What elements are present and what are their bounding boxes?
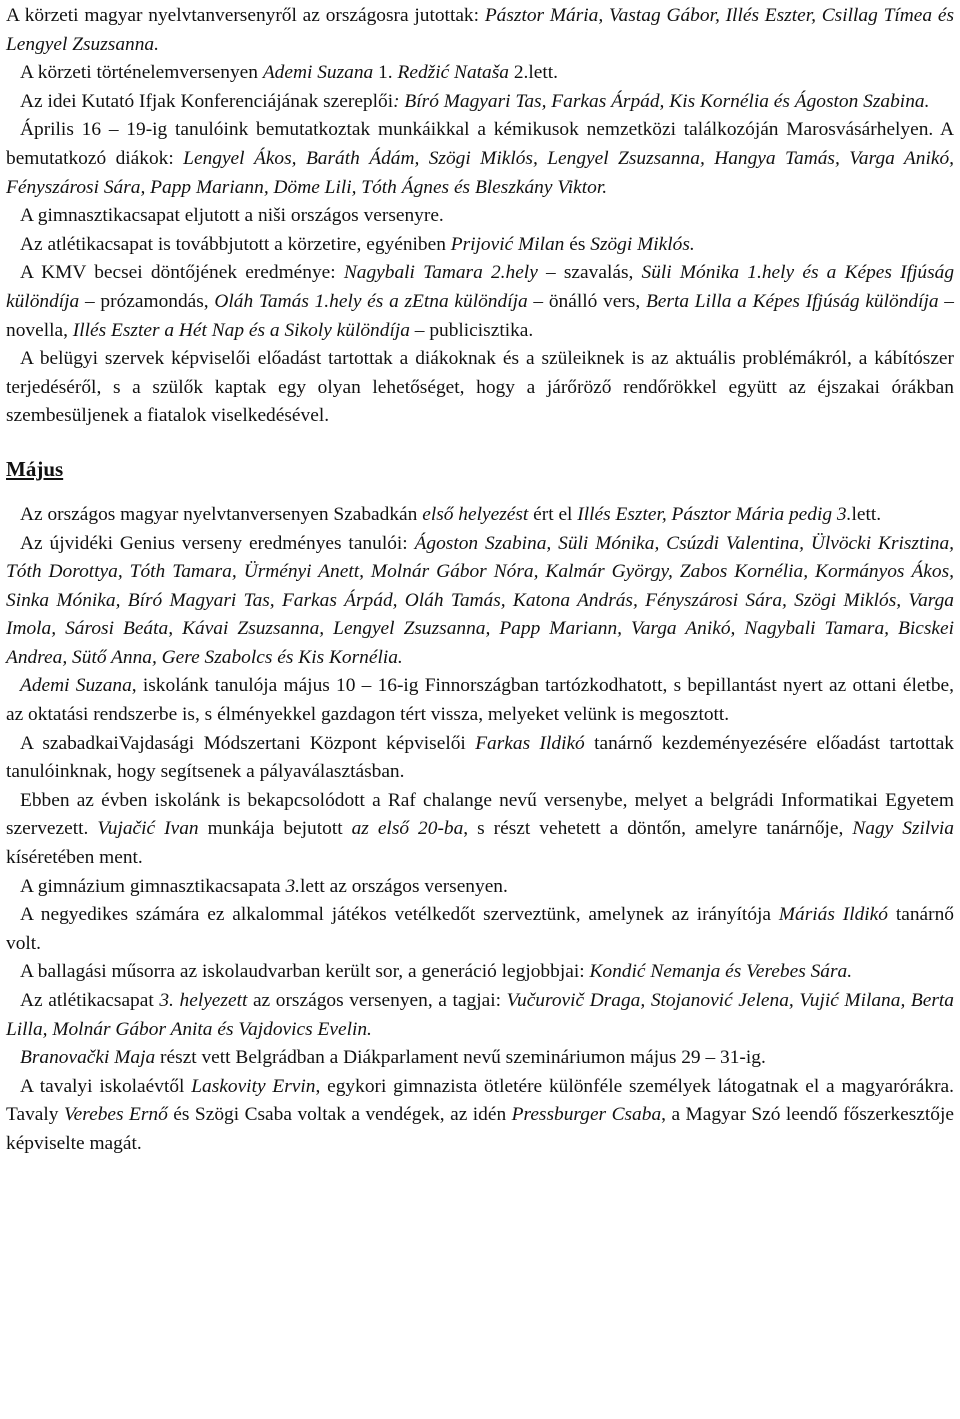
text-run: az országos versenyen, a tagjai:	[247, 990, 507, 1011]
italic-text-run: Farkas Ildikó	[475, 732, 585, 754]
italic-text-run: : Bíró Magyari Tas, Farkas Árpád, Kis Kornélia és Ágoston Szabina.	[393, 90, 930, 112]
italic-text-run: Szögi Miklós.	[590, 233, 695, 255]
text-run: 1.	[373, 62, 398, 84]
text-run: Az atlétikacsapat	[20, 990, 160, 1011]
text-run: A tavalyi iskolaévtől	[20, 1075, 192, 1097]
paragraph	[6, 501, 954, 530]
paragraph	[6, 530, 954, 673]
text-run: Az atlétikacsapat is továbbjutott a körzetire, egyéniben	[20, 233, 451, 255]
text-run: – novella,	[6, 290, 954, 341]
paragraph	[6, 1044, 954, 1073]
italic-text-run: Süli Mónika 1.hely és a Képes Ifjúság különdíja	[6, 262, 955, 312]
text-run: A KMV becsei döntőjének eredménye:	[20, 262, 344, 284]
text-run: Ebben az évben iskolánk is bekapcsolódott a Raf chalange nevű versenybe, melyet a belgrádi Informatikai Egyetem szervezett.	[6, 789, 954, 840]
text-run: lett.	[851, 503, 882, 525]
paragraph	[6, 259, 954, 345]
italic-text-run: Kondić Nemanja és Verebes Sára.	[589, 961, 853, 983]
text-run: és Szögi Csaba voltak a vendégek, az idén	[167, 1104, 512, 1126]
italic-text-run: Ademi Suzana	[20, 675, 132, 697]
paragraph	[6, 1073, 954, 1159]
italic-text-run: Prijović Milan	[450, 233, 565, 255]
text-run: és	[564, 233, 591, 255]
paragraph	[6, 59, 954, 88]
italic-text-run: Vujačić Ivan	[97, 818, 199, 840]
text-run: 2.lett.	[509, 62, 559, 84]
text-run: Április 16 – 19-ig tanulóink bemutatkoztak munkáikkal a kémikusok nemzetközi találkozóján Marosvásárhelyen. A bemutatkozó diákok:	[6, 119, 954, 169]
paragraph	[6, 873, 954, 902]
italic-text-run: Illés Eszter, Pásztor Mária pedig 3.	[577, 503, 852, 525]
paragraph	[6, 231, 954, 260]
section-may	[6, 501, 954, 1159]
text-run: – prózamondás,	[79, 290, 215, 312]
text-run: A gimnasztikacsapat eljutott a niši országos versenyre.	[20, 205, 444, 227]
text-run: , egykori gimnazista ötletére különféle személyek látogatnak el a magyarórákra. Tavaly	[6, 1075, 954, 1126]
text-run: A ballagási műsorra az iskolaudvarban került sor, a generáció legjobbjai:	[20, 961, 590, 983]
italic-text-run: első helyezést	[422, 503, 529, 525]
italic-text-run: 3.	[285, 875, 301, 897]
italic-text-run: Oláh Tamás 1.hely és a zEtna különdíja	[214, 290, 528, 312]
paragraph	[6, 787, 954, 873]
text-run: Az újvidéki Genius verseny eredményes tanulói:	[20, 532, 415, 554]
text-run: – publicisztika.	[409, 319, 534, 341]
italic-text-run: Nagy Szilvia	[852, 818, 954, 840]
paragraph	[6, 88, 954, 117]
italic-text-run: Ágoston Szabina, Süli Mónika, Csúzdi Valentina, Ülvöcki Krisztina, Tóth Dorottya, Tóth Tamara, Ürményi Anett, Molnár Gábor Nóra, Kalmár György, Zabos Kornélia, Kormányos Ákos, Sinka Mónika, Bíró Magyari Tas, Farkas Árpád, Oláh Tamás, Katona András, Fényszárosi Sára, Szögi Miklós, Varga Imola, Sárosi Beáta, Kávai Zsuzsanna, Lengyel Zsuzsanna, Papp Mariann, Varga Anikó, Nagybali Tamara, Bicskei Andrea, Sütő Anna, Gere Szabolcs és Kis Kornélia.	[6, 532, 954, 668]
paragraph	[6, 2, 954, 59]
text-run: Az országos magyar nyelvtanversenyen Szabadkán	[20, 503, 423, 525]
text-run: részt vett Belgrádban a Diákparlament nevű szemináriumon május 29 – 31-ig.	[155, 1047, 766, 1069]
paragraph	[6, 901, 954, 958]
text-run: Az idei Kutató Ifjak Konferenciájának szereplői	[20, 90, 394, 112]
italic-text-run: Verebes Ernő	[63, 1104, 168, 1126]
italic-text-run: Pressburger Csaba	[511, 1104, 662, 1126]
italic-text-run: 3. helyezett	[159, 990, 248, 1011]
paragraph	[6, 672, 954, 729]
text-run: A körzeti történelemversenyen	[20, 62, 263, 84]
paragraph	[6, 202, 954, 231]
text-run: munkája bejutott	[198, 818, 352, 840]
italic-text-run: Ademi Suzana	[262, 62, 374, 84]
italic-text-run: Redžić Nataša	[397, 62, 509, 84]
paragraph	[6, 345, 954, 431]
italic-text-run: Pásztor Mária, Vastag Gábor, Illés Eszter, Csillag Tímea és Lengyel Zsuzsanna.	[6, 5, 954, 55]
text-run: A negyedikes számára ez alkalommal játékos vetélkedőt szerveztünk, amelynek az irányítója	[20, 904, 779, 926]
text-run: – szavalás,	[537, 262, 642, 284]
text-run: , a Magyar Szó leendő főszerkesztője képviselte magát.	[6, 1104, 954, 1154]
paragraph	[6, 116, 954, 202]
italic-text-run: Lengyel Ákos, Baráth Ádám, Szögi Miklós, Lengyel Zsuzsanna, Hangya Tamás, Varga Anikó, Fényszárosi Sára, Papp Mariann, Döme Lili, Tóth Ágnes és Bleszkány Viktor.	[6, 147, 954, 198]
italic-text-run: Nagybali Tamara 2.hely	[343, 262, 538, 284]
paragraph	[6, 987, 954, 1044]
italic-text-run: Branovački Maja	[20, 1047, 156, 1069]
paragraph	[6, 958, 954, 987]
italic-text-run: az első 20-ba	[351, 818, 464, 840]
text-run: A körzeti magyar nyelvtanversenyről az országosra jutottak:	[6, 5, 485, 26]
italic-text-run: Berta Lilla a Képes Ifjúság különdíja	[645, 290, 939, 312]
italic-text-run: Vučurovič Draga, Stojanović Jelena, Vujić Milana, Berta Lilla, Molnár Gábor Anita és Vajdovics Evelin.	[6, 990, 954, 1040]
paragraph	[6, 730, 954, 787]
text-run: A belügyi szervek képviselői előadást tartottak a diákoknak és a szüleiknek is az aktuális problémákról, a kábítószer terjedéséről, s a szülők kaptak egy olyan lehetőséget, hogy a járőröző rendőrökkel együtt az éjszakai órákban szembesüljenek a fiatalok viselkedésével.	[6, 348, 954, 427]
section-april	[6, 2, 954, 431]
italic-text-run: Máriás Ildikó	[778, 904, 888, 926]
text-run: , s részt vehetett a döntőn, amelyre tanárnője,	[463, 818, 853, 840]
text-run: tanárnő volt.	[6, 904, 954, 954]
italic-text-run: Illés Eszter a Hét Nap és a Sikoly különdíja	[72, 319, 410, 341]
text-run: lett az országos versenyen.	[300, 875, 508, 897]
text-run: ért el	[528, 503, 578, 525]
text-run: tanárnő kezdeményezésére előadást tartottak tanulóinknak, hogy segítsenek a pályaválasztásban.	[6, 732, 954, 783]
text-run: – önálló vers,	[527, 290, 646, 312]
text-run: , iskolánk tanulója május 10 – 16-ig Finnországban tartózkodhatott, s bepillantást nyert az ottani életbe, az oktatási rendszerbe is, s élményekkel gazdagon tért vissza, melyeket velünk is megosztott.	[6, 675, 954, 726]
section-heading-may: Május	[6, 456, 64, 481]
text-run: kíséretében ment.	[6, 847, 143, 869]
text-run: A gimnázium gimnasztikacsapata	[20, 875, 286, 897]
italic-text-run: Laskovity Ervin	[191, 1075, 316, 1097]
text-run: A szabadkaiVajdasági Módszertani Központ képviselői	[20, 732, 476, 754]
